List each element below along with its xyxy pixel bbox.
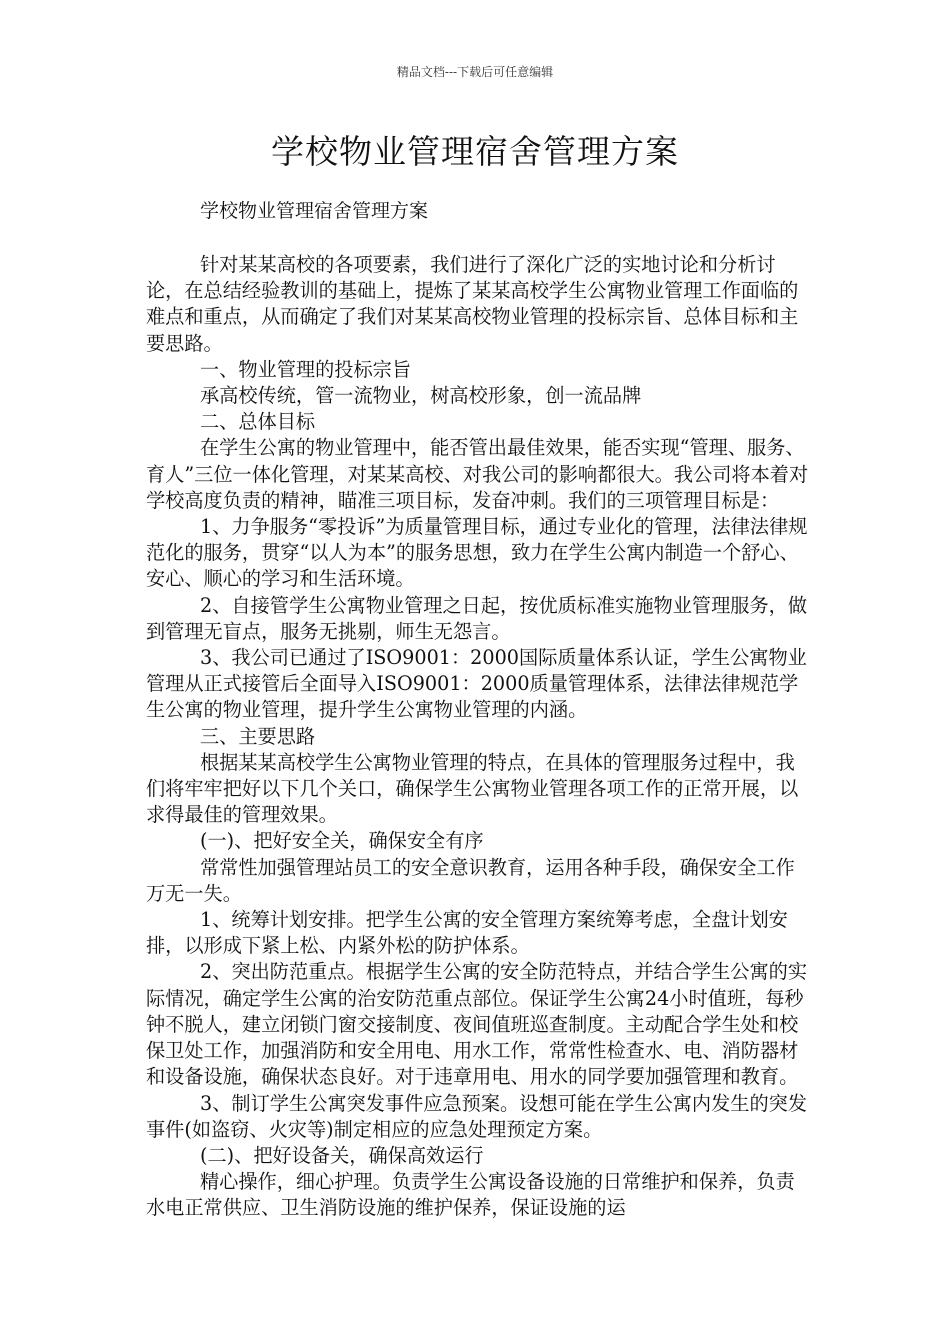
paragraph: 1、统筹计划安排。把学生公寓的安全管理方案统筹考虑，全盘计划安排，以形成下紧上松、内紧外松的防护体系。 — [146, 908, 788, 958]
paragraph: 3、我公司已通过了ISO9001：2000国际质量体系认证，学生公寓物业管理从正式接管后全面导入ISO9001：2000质量管理体系，法律法律规范学生公寓的物业管理，提升学生公寓物业管理的内涵。 — [146, 646, 807, 722]
paragraph: 2、突出防范重点。根据学生公寓的安全防范特点，并结合学生公寓的实际情况，确定学生公寓的治安防范重点部位。保证学生公寓24小时值班，每秒钟不脱人，建立闭锁门窗交接制度、夜间值班巡查制度。主动配合学生处和校保卫处工作，加强消防和安全用电、用水工作，常常性检查水、电、消防器材和设备设施，确保状态良好。对于违章用电、用水的同学要加强管理和教育。 — [146, 960, 808, 1089]
section-heading-2: 二、总体目标 — [200, 410, 316, 434]
document-title: 学校物业管理宿舍管理方案 — [271, 132, 679, 171]
paragraph: 3、制订学生公寓突发事件应急预案。设想可能在学生公寓内发生的突发事件(如盗窃、火灾等)制定相应的应急处理预定方案。 — [146, 1091, 808, 1141]
paragraph-intro: 针对某某高校的各项要素，我们进行了深化广泛的实地讨论和分析讨论，在总结经验教训的基础上，提炼了某某高校学生公寓物业管理工作面临的难点和重点，从而确定了我们对某某高校物业管理的投标宗旨、总体目标和主要思路。 — [146, 253, 799, 355]
section-heading-1: 一、物业管理的投标宗旨 — [200, 357, 412, 381]
paragraph: 2、自接管学生公寓物业管理之日起，按优质标准实施物业管理服务，做到管理无盲点，服务无挑剔，师生无怨言。 — [146, 593, 808, 643]
paragraph: 常常性加强管理站员工的安全意识教育，运用各种手段，确保安全工作万无一失。 — [146, 855, 795, 905]
paragraph: 根据某某高校学生公寓物业管理的特点，在具体的管理服务过程中，我们将牢牢把好以下几个关口，确保学生公寓物业管理各项工作的正常开展，以求得最佳的管理效果。 — [146, 750, 799, 827]
subsection-heading-2: (二)、把好设备关，确保高效运行 — [200, 1143, 484, 1167]
paragraph: 承高校传统，管一流物业，树高校形象，创一流品牌 — [200, 384, 642, 408]
section-heading-3: 三、主要思路 — [200, 724, 316, 748]
document-subtitle: 学校物业管理宿舍管理方案 — [200, 200, 429, 222]
paragraph: 1、力争服务“零投诉”为质量管理目标，通过专业化的管理，法律法律规范化的服务，贯穿“以人为本”的服务思想，致力在学生公寓内制造一个舒心、安心、顺心的学习和生活环境。 — [146, 515, 808, 591]
header-note: 精品文档---下载后可任意编辑 — [396, 65, 554, 79]
paragraph: 精心操作，细心护理。负责学生公寓设备设施的日常维护和保养，负责水电正常供应、卫生消防设施的维护保养，保证设施的运 — [146, 1170, 795, 1220]
paragraph: 在学生公寓的物业管理中，能否管出最佳效果，能否实现“管理、服务、育人”三位一体化管理，对某某高校、对我公司的影响都很大。我公司将本着对学校高度负责的精神，瞄准三项目标，发奋冲刺。我们的三项管理目标是： — [146, 436, 809, 512]
subsection-heading-1: (一)、把好安全关，确保安全有序 — [200, 829, 484, 853]
document-body — [146, 198, 810, 1222]
